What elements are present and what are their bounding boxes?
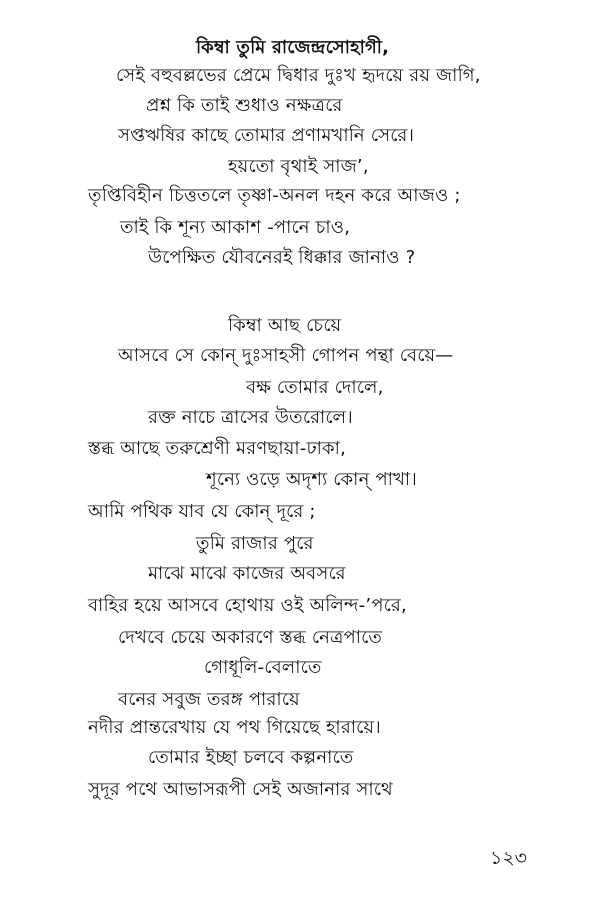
poem-line: হয়তো বৃথাই সাজ’, [228, 156, 369, 177]
poem-line: কিম্বা আছ চেয়ে [228, 315, 342, 336]
poem-line: আমি পথিক যাব যে কোন্ দূরে ; [88, 501, 316, 522]
poem-line: তুমি রাজার পুরে [196, 533, 314, 554]
poem-line: কিম্বা তুমি রাজেন্দ্রসোহাগী, [196, 37, 390, 58]
poem-line: রক্ত নাচে ত্রাসের উতরোলে। [148, 407, 353, 428]
poem-line: প্রশ্ন কি তাই শুধাও নক্ষত্ররে [146, 95, 343, 116]
poem-line: সেই বহুবল্লভের প্রেমে দ্বিধার দুঃখ হৃদয়ে রয় জাগি, [116, 65, 481, 86]
poem-line: উপেক্ষিত যৌবনেরই ধিক্কার জানাও ? [148, 247, 416, 268]
poem-line: সপ্তঋষির কাছে তোমার প্রণামখানি সেরে। [118, 125, 415, 146]
poem-line: গোধূলি-বেলাতে [204, 657, 322, 678]
poem-line: বাহির হয়ে আসবে হোথায় ওই অলিন্দ-’পরে, [88, 595, 407, 616]
poem-line: বক্ষ তোমার দোলে, [246, 377, 384, 398]
poem-line: তাই কি শূন্য আকাশ -পানে চাও, [120, 217, 351, 238]
page-number: ১২৩ [490, 847, 528, 869]
poem-line: বনের সবুজ তরঙ্গ পারায়ে [118, 689, 300, 710]
poem-line: শূন্যে ওড়ে অদৃশ্য কোন্ পাখা। [206, 469, 417, 490]
poem-line: তোমার ইচ্ছা চলবে কল্পনাতে [148, 747, 354, 768]
poem-line: দেখবে চেয়ে অকারণে স্তব্ধ নেত্রপাতে [118, 627, 383, 648]
poem-line: নদীর প্রান্তরেখায় যে পথ গিয়েছে হারায়ে। [88, 717, 381, 738]
poem-line: সুদূর পথে আভাসরূপী সেই অজানার সাথে [88, 779, 393, 800]
poem-line: আসবে সে কোন্ দুঃসাহসী গোপন পন্থা বেয়ে— [118, 345, 454, 366]
poem-line: তৃপ্তিবিহীন চিত্ততলে তৃষ্ণা-অনল দহন করে আজও ; [88, 185, 461, 206]
poem-line: মাঝে মাঝে কাজের অবসরে [148, 563, 346, 584]
poem-line: স্তব্ধ আছে তরুশ্রেণী মরণছায়া-ঢাকা, [88, 438, 346, 459]
